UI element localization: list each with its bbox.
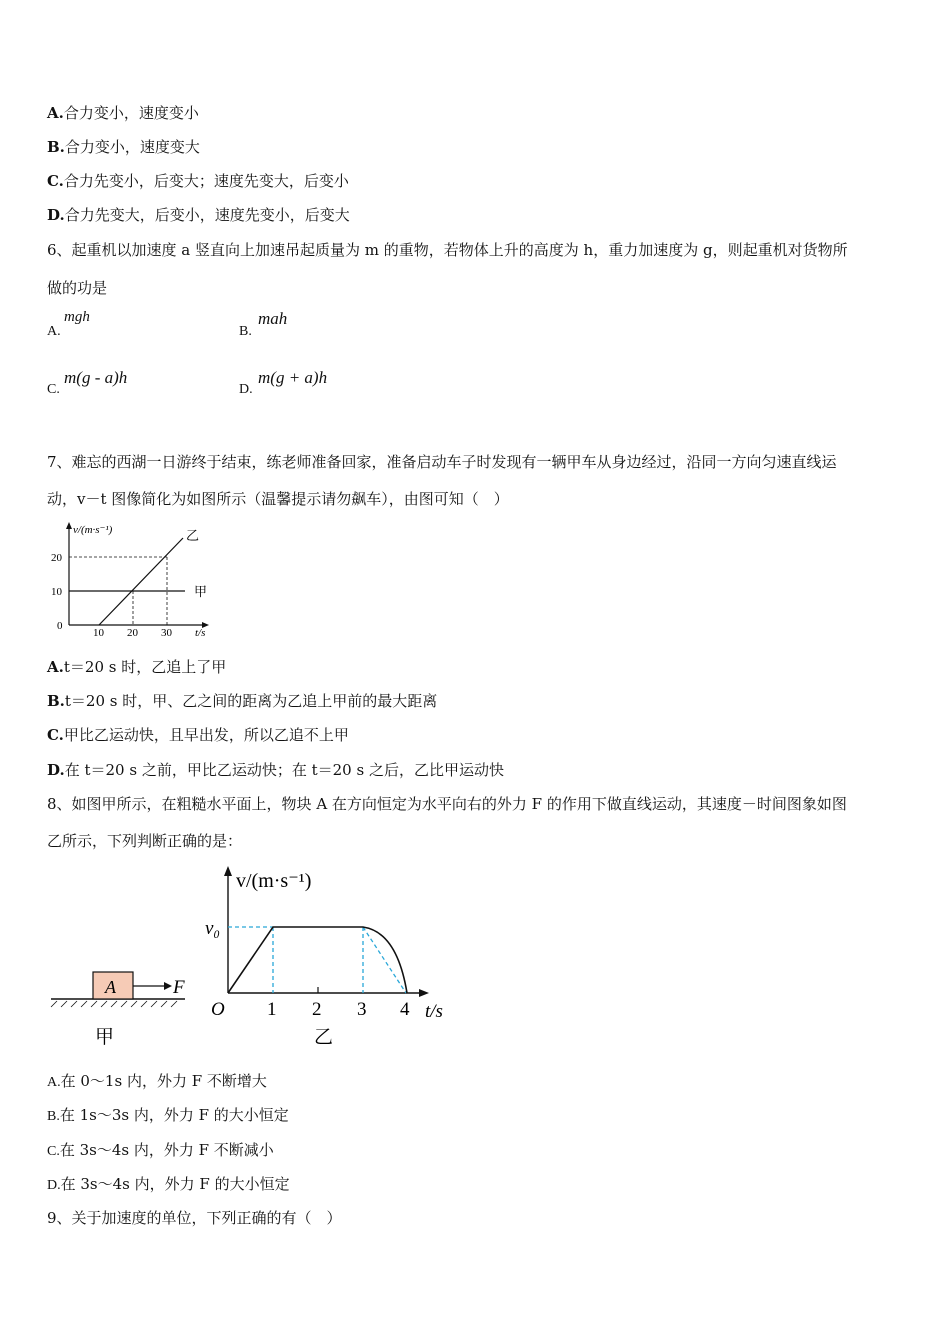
q8-caption-yi: 乙 — [314, 1027, 334, 1048]
q9-stem: 9、关于加速度的单位，下列正确的有（ ） — [47, 1209, 342, 1227]
q6-option-c-expr: m(g - a)h — [64, 368, 128, 387]
q8-option-d: D.在 3s～4s 内，外力 F 的大小恒定 — [47, 1175, 290, 1193]
q6-option-b-letter: B. — [239, 324, 252, 339]
q8-x-arrow — [419, 989, 429, 997]
q6-option-a-letter: A. — [47, 324, 61, 339]
q7-stem-line1: 7、难忘的西湖一日游终于结束，练老师准备回家，准备启动车子时发现有一辆甲车从身边经过，沿同一方向匀速直线运 — [47, 453, 837, 471]
q5-option-c: C.合力先变小，后变大；速度先变大，后变小 — [47, 172, 349, 190]
q7-xtick-30: 30 — [161, 627, 172, 639]
q7-origin: 0 — [57, 620, 63, 632]
q8-stem-line1: 8、如图甲所示，在粗糙水平面上，物块 A 在方向恒定为水平向右的外力 F 的作用下做直线运动，其速度－时间图象如图 — [47, 795, 847, 813]
q7-ylabel: v/(m·s⁻¹) — [73, 524, 113, 536]
q8-xtick-1: 1 — [267, 999, 277, 1020]
q7-line-yi — [99, 538, 183, 625]
q8-figure — [45, 860, 455, 1055]
q6-option-c-letter: C. — [47, 382, 60, 397]
q8-xtick-3: 3 — [357, 999, 367, 1020]
q8-ground-hatch — [51, 1001, 177, 1007]
q6-option-a-expr: mgh — [64, 309, 90, 325]
q6-option-d-letter: D. — [239, 382, 253, 397]
q7-label-jia: 甲 — [194, 584, 208, 599]
q8-option-c: C.在 3s～4s 内，外力 F 不断减小 — [47, 1141, 274, 1159]
q7-xtick-20: 20 — [127, 627, 138, 639]
q7-xtick-10: 10 — [93, 627, 104, 639]
q7-y-arrow — [66, 522, 72, 529]
q7-vt-graph — [45, 520, 220, 642]
q6-option-d-expr: m(g + a)h — [258, 368, 328, 387]
q8-caption-jia: 甲 — [95, 1027, 115, 1048]
q8-xtick-4: 4 — [400, 999, 410, 1020]
q7-option-b: B.t＝20 s 时，甲、乙之间的距离为乙追上甲前的最大距离 — [47, 692, 438, 710]
q7-xlabel: t/s — [195, 627, 206, 639]
q6-stem-line1: 6、起重机以加速度 a 竖直向上加速吊起质量为 m 的重物，若物体上升的高度为 h，重力加速度为 g，则起重机对货物所 — [47, 241, 848, 259]
q8-vt-curve — [228, 927, 407, 993]
q8-v0-label: v₀ — [205, 918, 221, 939]
q7-option-a: A.t＝20 s 时，乙追上了甲 — [47, 658, 227, 676]
q7-stem-line2: 动，v－t 图像简化为如图所示（温馨提示请勿飙车），由图可知（ ） — [47, 490, 509, 508]
q8-xlabel: t/s — [425, 1001, 443, 1022]
q5-option-a: A.合力变小，速度变小 — [47, 104, 199, 122]
q8-xtick-2: 2 — [312, 999, 322, 1020]
q7-label-yi: 乙 — [186, 528, 200, 543]
q8-block-label: A — [105, 977, 116, 997]
q8-stem-line2: 乙所示，下列判断正确的是： — [47, 832, 243, 850]
q7-option-c: C.甲比乙运动快，且早出发，所以乙追不上甲 — [47, 726, 349, 744]
q8-force-label: F — [173, 977, 185, 998]
q7-option-d: D.在 t＝20 s 之前，甲比乙运动快；在 t＝20 s 之后，乙比甲运动快 — [47, 761, 504, 779]
q8-option-b: B.在 1s～3s 内，外力 F 的大小恒定 — [47, 1106, 289, 1124]
q6-stem-line2: 做的功是 — [47, 279, 108, 297]
q8-y-arrow — [224, 866, 232, 876]
q8-force-arrowhead — [164, 982, 172, 990]
q8-option-a: A.在 0～1s 内，外力 F 不断增大 — [47, 1072, 267, 1090]
q7-ytick-10: 10 — [51, 586, 62, 598]
q5-option-d: D.合力先变大，后变小，速度先变小，后变大 — [47, 206, 350, 224]
q8-ylabel: v/(m·s⁻¹) — [236, 870, 312, 892]
q6-option-b-expr: mah — [258, 309, 288, 328]
q7-ytick-20: 20 — [51, 552, 62, 564]
q8-origin: O — [211, 999, 225, 1020]
q5-option-b: B.合力变小，速度变大 — [47, 138, 200, 156]
